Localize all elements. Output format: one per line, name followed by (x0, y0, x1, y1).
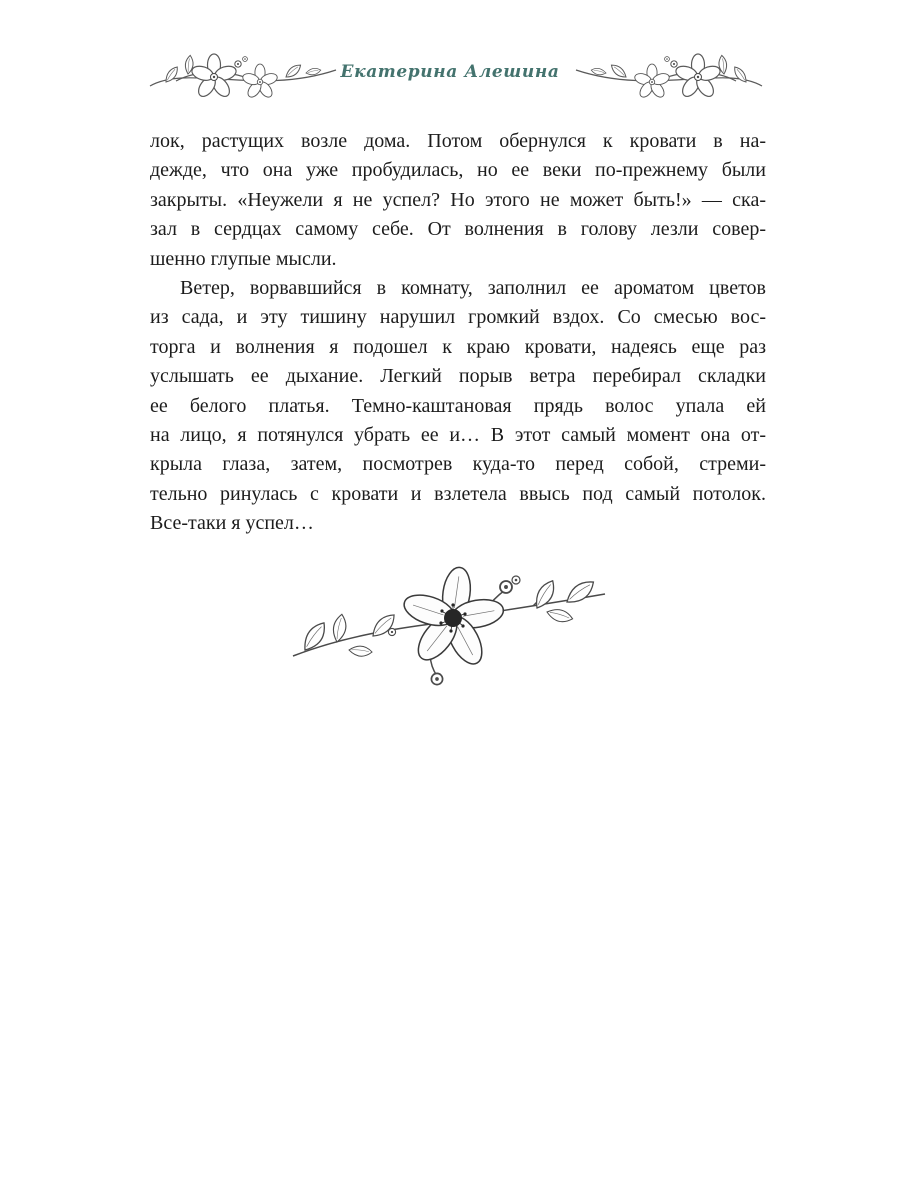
text-line: Ветер, ворвавшийся в комнату, заполнил ее ароматом цветов (180, 277, 766, 300)
author-name: Екатерина Алешина (340, 62, 560, 82)
text-line: крыла глаза, затем, посмотрев куда-то перед собой, стреми- (150, 453, 766, 476)
text-line: тельно ринулась с кровати и взлетела ввысь под самый потолок. (150, 482, 766, 505)
text-line: зал в сердцах самому себе. От волнения в голову лезли совер- (150, 218, 766, 241)
flower-vignette-icon (285, 556, 615, 701)
text-line: закрыты. «Неужели я не успел? Но этого не может быть!» — ска- (150, 188, 766, 211)
text-line: из сада, и эту тишину нарушил громкий вздох. Со смесью вос- (150, 306, 766, 329)
text-line: торга и волнения я подошел к краю кровати, надеясь еще раз (150, 335, 766, 358)
floral-ornament-right-icon (574, 50, 764, 109)
text-line: на лицо, я потянулся убрать ее и… В этот самый момент она от- (150, 424, 766, 447)
paragraph (150, 127, 766, 274)
body-text (150, 127, 766, 539)
text-line: лок, растущих возле дома. Потом обернулся к кровати в на- (150, 130, 766, 152)
text-line: Все-таки я успел… (150, 512, 314, 535)
paragraph (150, 274, 766, 539)
text-line: шенно глупые мысли. (150, 247, 337, 270)
text-line: ее белого платья. Темно-каштановая прядь волос упала ей (150, 394, 766, 417)
text-line: дежде, что она уже пробудилась, но ее веки по-прежнему были (150, 159, 766, 182)
text-line: услышать ее дыхание. Легкий порыв ветра перебирал складки (150, 365, 766, 388)
page-header (0, 46, 900, 108)
